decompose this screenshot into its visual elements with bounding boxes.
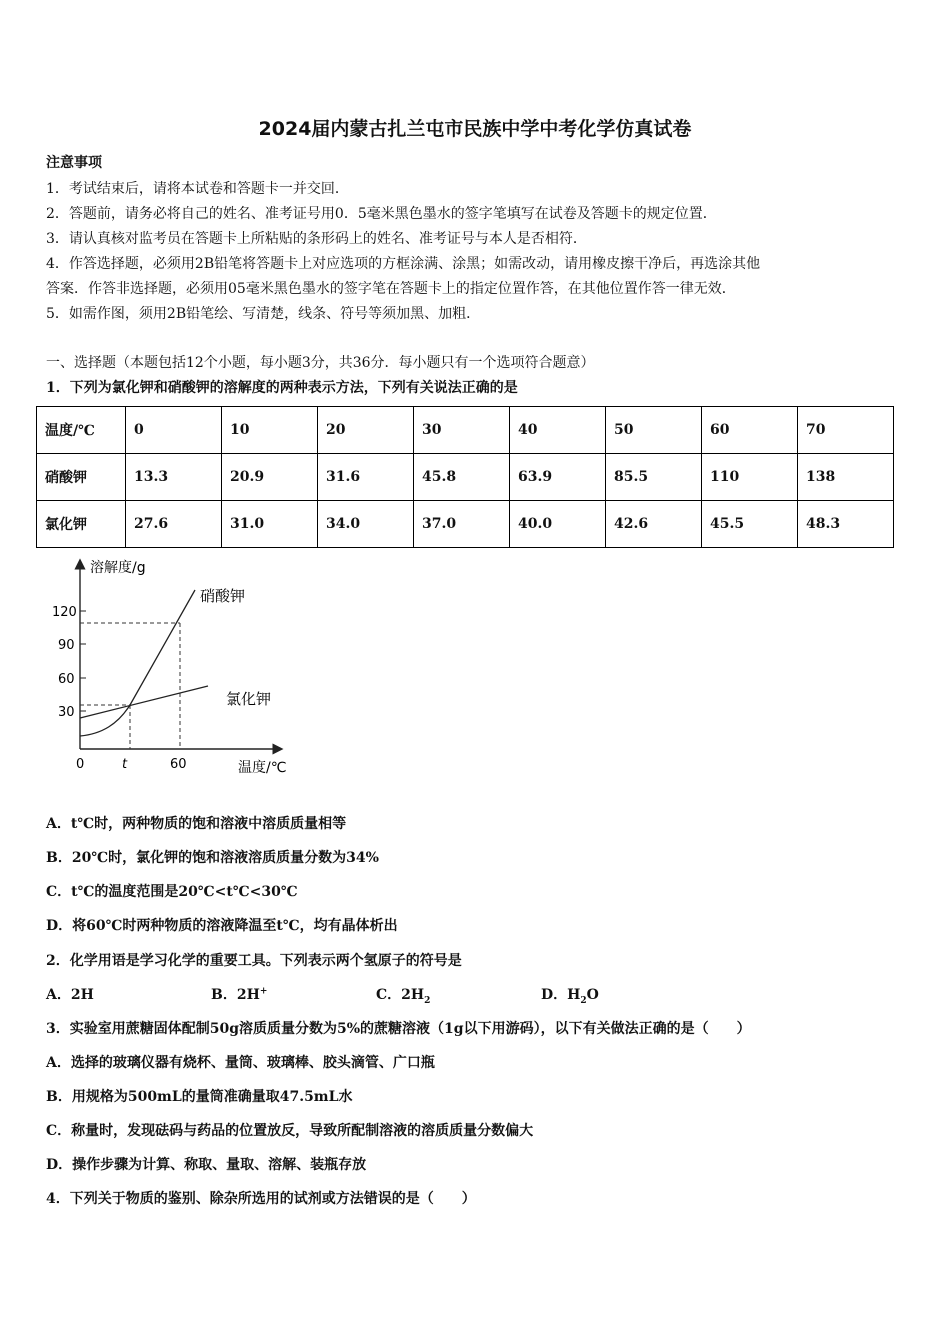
table-cell: 温度/℃ [37,407,126,454]
q2-option-c-sub: 2 [424,995,431,1006]
table-cell: 10 [222,407,318,454]
table-cell: 34.0 [318,501,414,548]
q2-option-d [541,984,706,1006]
q2-option-d-text: D．H [541,987,581,1003]
table-cell: 37.0 [414,501,510,548]
table-cell: 70 [798,407,894,454]
y-tick-label: 90 [58,638,75,653]
q2-option-c-text: C．2H [376,987,425,1003]
y-tick-label: 60 [58,672,75,687]
x-axis-label: 温度/℃ [238,760,287,776]
table-cell: 20.9 [222,454,318,501]
notice-item-4: 4．作答选择题，必须用2B铅笔将答题卡上对应选项的方框涂满、涂黑；如需改动，请用橡皮擦干净后，再选涂其他 [46,256,761,272]
table-cell: 30 [414,407,510,454]
series-label-kno3: 硝酸钾 [200,587,246,605]
q1-option-d: D．将60℃时两种物质的溶液降温至t℃，均有晶体析出 [46,918,398,934]
q3-option-b: B．用规格为500mL的量筒准确量取47.5mL水 [46,1089,353,1105]
q3-option-c: C．称量时，发现砝码与药品的位置放反，导致所配制溶液的溶质质量分数偏大 [46,1123,534,1139]
q3-stem: 3．实验室用蔗糖固体配制50g溶质质量分数为5%的蔗糖溶液（1g以下用游码），以下有关做法正确的是（ ） [46,1021,751,1037]
table-cell: 85.5 [606,454,702,501]
table-cell: 27.6 [126,501,222,548]
table-cell: 氯化钾 [37,501,126,548]
y-axis-label: 溶解度/g [90,560,146,576]
table-cell: 31.0 [222,501,318,548]
table-row [37,501,894,548]
table-cell: 42.6 [606,501,702,548]
q1-option-a: A．t℃时，两种物质的饱和溶液中溶质质量相等 [46,816,347,832]
solubility-table [36,406,894,548]
q3-option-d: D．操作步骤为计算、称取、量取、溶解、装瓶存放 [46,1157,367,1173]
table-cell: 13.3 [126,454,222,501]
table-row [37,454,894,501]
q2-stem: 2．化学用语是学习化学的重要工具。下列表示两个氢原子的符号是 [46,953,462,969]
table-cell: 40.0 [510,501,606,548]
q2-option-b [211,984,376,1004]
table-cell: 40 [510,407,606,454]
q2-option-b-sup: + [259,986,268,997]
table-cell: 63.9 [510,454,606,501]
section-heading: 一、选择题（本题包括12个小题，每小题3分，共36分．每小题只有一个选项符合题意） [46,355,595,371]
y-tick-label: 120 [52,605,77,620]
notice-heading: 注意事项 [46,155,102,171]
table-cell: 硝酸钾 [37,454,126,501]
q4-stem: 4．下列关于物质的鉴别、除杂所选用的试剂或方法错误的是（ ） [46,1191,476,1207]
x-tick-label: t [122,757,128,772]
notice-item-1: 1．考试结束后，请将本试卷和答题卡一并交回． [46,181,349,197]
table-cell: 45.5 [702,501,798,548]
q2-option-d-sub: 2 [580,995,587,1006]
q1-stem: 1．下列为氯化钾和硝酸钾的溶解度的两种表示方法，下列有关说法正确的是 [46,380,518,396]
q2-option-b-text: B．2H [211,987,260,1003]
page-title: 2024届内蒙古扎兰屯市民族中学中考化学仿真试卷 [258,118,692,140]
q2-option-a [46,984,211,1004]
q2-option-d-tail: O [586,987,599,1003]
q2-option-a-text: A．2H [46,987,94,1003]
table-cell: 60 [702,407,798,454]
series-label-kcl: 氯化钾 [226,690,272,708]
q2-option-c [376,984,541,1006]
table-cell: 138 [798,454,894,501]
q2-options [46,984,706,1006]
notice-item-4-cont: 答案．作答非选择题，必须用05毫米黑色墨水的签字笔在答题卡上的指定位置作答，在其他位置作答一律无效． [46,281,736,297]
solubility-graph [40,556,310,786]
x-tick-label: 0 [76,757,85,772]
table-cell: 31.6 [318,454,414,501]
notice-item-2: 2．答题前，请务必将自己的姓名、准考证号用0．5毫米黑色墨水的签字笔填写在试卷及答题卡的规定位置． [46,206,717,222]
x-tick-label: 60 [170,757,187,772]
notice-item-5: 5．如需作图，须用2B铅笔绘、写清楚，线条、符号等须加黑、加粗． [46,306,481,322]
table-cell: 110 [702,454,798,501]
table-cell: 0 [126,407,222,454]
q1-option-b: B．20℃时，氯化钾的饱和溶液溶质质量分数为34% [46,850,379,866]
kcl-curve [80,686,208,718]
q1-option-c: C．t℃的温度范围是20℃<t℃<30℃ [46,884,298,900]
table-header-row [37,407,894,454]
y-tick-label: 30 [58,705,75,720]
table-cell: 20 [318,407,414,454]
table-cell: 50 [606,407,702,454]
table-cell: 45.8 [414,454,510,501]
q3-option-a: A．选择的玻璃仪器有烧杯、量筒、玻璃棒、胶头滴管、广口瓶 [46,1055,435,1071]
notice-item-3: 3．请认真核对监考员在答题卡上所粘贴的条形码上的姓名、准考证号与本人是否相符． [46,231,587,247]
table-cell: 48.3 [798,501,894,548]
